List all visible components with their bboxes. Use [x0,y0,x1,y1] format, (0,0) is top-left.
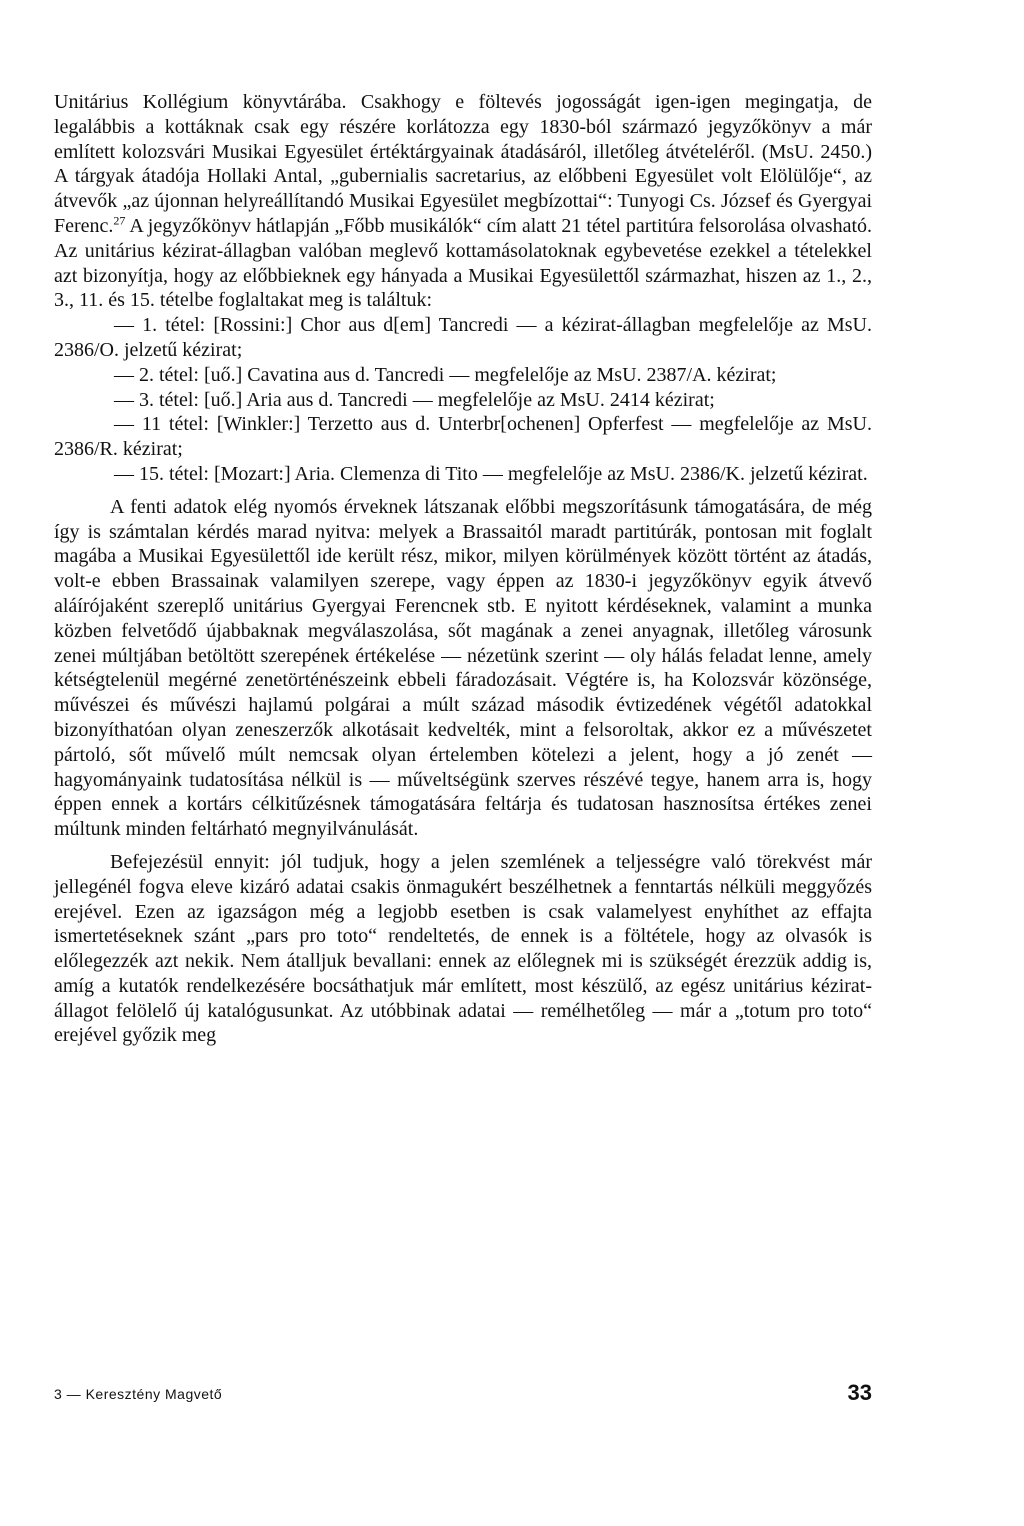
list-item: — 3. tétel: [uő.] Aria aus d. Tancredi — megfelelője az MsU. 2414 kézirat; [114,388,715,411]
paragraph-1-part-a: Unitárius Kollégium könyvtárába. Csakhogy e föltevés jogosságát igen-igen megingatja, de legalábbis a kottáknak csak egy részére korlátozza egy 1830-ból származó jegyzőkönyv a már említett kolozsvári Musikai Egyesület értéktárgyainak átadásáról, illetőleg átvételéről. (MsU. 2450.) A tárgyak átadója Hollaki Antal, „gubernialis sacretarius, az előbbeni Egyesület volt Elölülője“, az átvevők „az újonnan helyreállítandó Musikai Egyesület megbízottai“: Tunyogi Cs. József és Gyergyai Ferenc. [54,91,872,237]
footnote-marker: 27 [113,213,126,228]
spacer [54,842,872,850]
list-item: — 1. tétel: [Rossini:] Chor aus d[em] Tancredi — a kézirat-állagban megfelelője az MsU. 2386/O. jelzetű kézirat; [54,314,872,361]
journal-footer: 3 — Keresztény Magvető [54,1386,223,1402]
page-body [54,90,872,1048]
page-footer [54,1380,872,1410]
page-number: 33 [847,1380,872,1405]
paragraph-2: A fenti adatok elég nyomós érveknek látszanak előbbi megszorításunk támogatására, de még így is számtalan kérdés marad nyitva: melyek a Brassaitól maradt partitúrák, pontosan mit foglalt magába a Musikai Egyesülettől ide került rész, mikor, milyen körülmények között történt az átadás, volt-e ebben Brassainak valamilyen szerepe, vagy éppen az 1830-i jegyzőkönyv egyik átvevő aláírójaként szereplő unitárius Gyergyai Ferencnek stb. E nyitott kérdéseknek, valamint a munka közben felvetődő újabbaknak megválaszolása, sőt magának a zenei anyagnak, illetőleg városunk zenei múltjában betöltött szerepének értékelése — nézetünk szerint — oly hálás feladat lenne, amely kétségtelenül megérné zenetörténészeink ebbeli fáradozásait. Végtére is, ha Kolozsvár közönsége, művészei és művészi hajlamú polgárai a múlt század második évtizedének végétől adatokkal bizonyíthatóan olyan zeneszerzők alkotásait kedvelték, mint a felsoroltak, akkor ez a művészetet pártoló, sőt művelő múlt nemcsak olyan értelemben kötelezi a jelent, hogy a jó zenét — hagyományaink tudatosítása nélkül is — műveltségünk szerves részévé tegye, hanem arra is, hogy éppen ennek a kortárs célkitűzésnek támogatására feltárja és tudatosan hasznosítsa értékes zenei múltunk minden feltárható megnyilvánulását. [54,495,872,841]
list-item: — 15. tétel: [Mozart:] Aria. Clemenza di Tito — megfelelője az MsU. 2386/K. jelzetű kézirat. [114,462,868,485]
paragraph-1 [54,90,872,313]
item-list [54,313,872,487]
spacer [54,487,872,495]
list-item: — 11 tétel: [Winkler:] Terzetto aus d. Unterbr[ochenen] Opferfest — megfelelője az MsU. 2386/R. kézirat; [54,413,872,461]
list-item: — 2. tétel: [uő.] Cavatina aus d. Tancredi — megfelelője az MsU. 2387/A. kézirat; [114,363,777,386]
paragraph-3: Befejezésül ennyit: jól tudjuk, hogy a jelen szemlének a teljességre való törekvést már jellegénél fogva eleve kizáró adatai csakis önmagukért beszélhetnek a fenntartás nélküli meggyőzés erejével. Ezen az igazságon még a legjobb esetben is csak valamelyest enyhíthet az effajta ismertetéseknek szánt „pars pro toto“ rendeltetés, de ennek is a föltétele, hogy az olvasók is előlegezzék azt nekik. Nem átalljuk bevallani: ennek az előlegnek mi is szükségét érezzük addig is, amíg a kutatók rendelkezésére bocsáthatjuk már említett, most készülő, az egész unitárius kézirat-állagot felölelő új katalógusunkat. Az utóbbinak adatai — remélhetőleg — már a „totum pro toto“ erejével győzik meg [54,850,872,1047]
paragraph-1-part-b: A jegyzőkönyv hátlapján „Főbb musikálók“ cím alatt 21 tétel partitúra felsorolása olvasható. Az unitárius kézirat-állagban valóban meglevő kottamásolatoknak egybevetése ezekkel a tételekkel azt bizonyítja, hogy az előbbieknek egy hányada a Musikai Egyesülettől származhat, hiszen az 1., 2., 3., 11. és 15. tételbe foglaltakat meg is találtuk: [54,214,872,312]
